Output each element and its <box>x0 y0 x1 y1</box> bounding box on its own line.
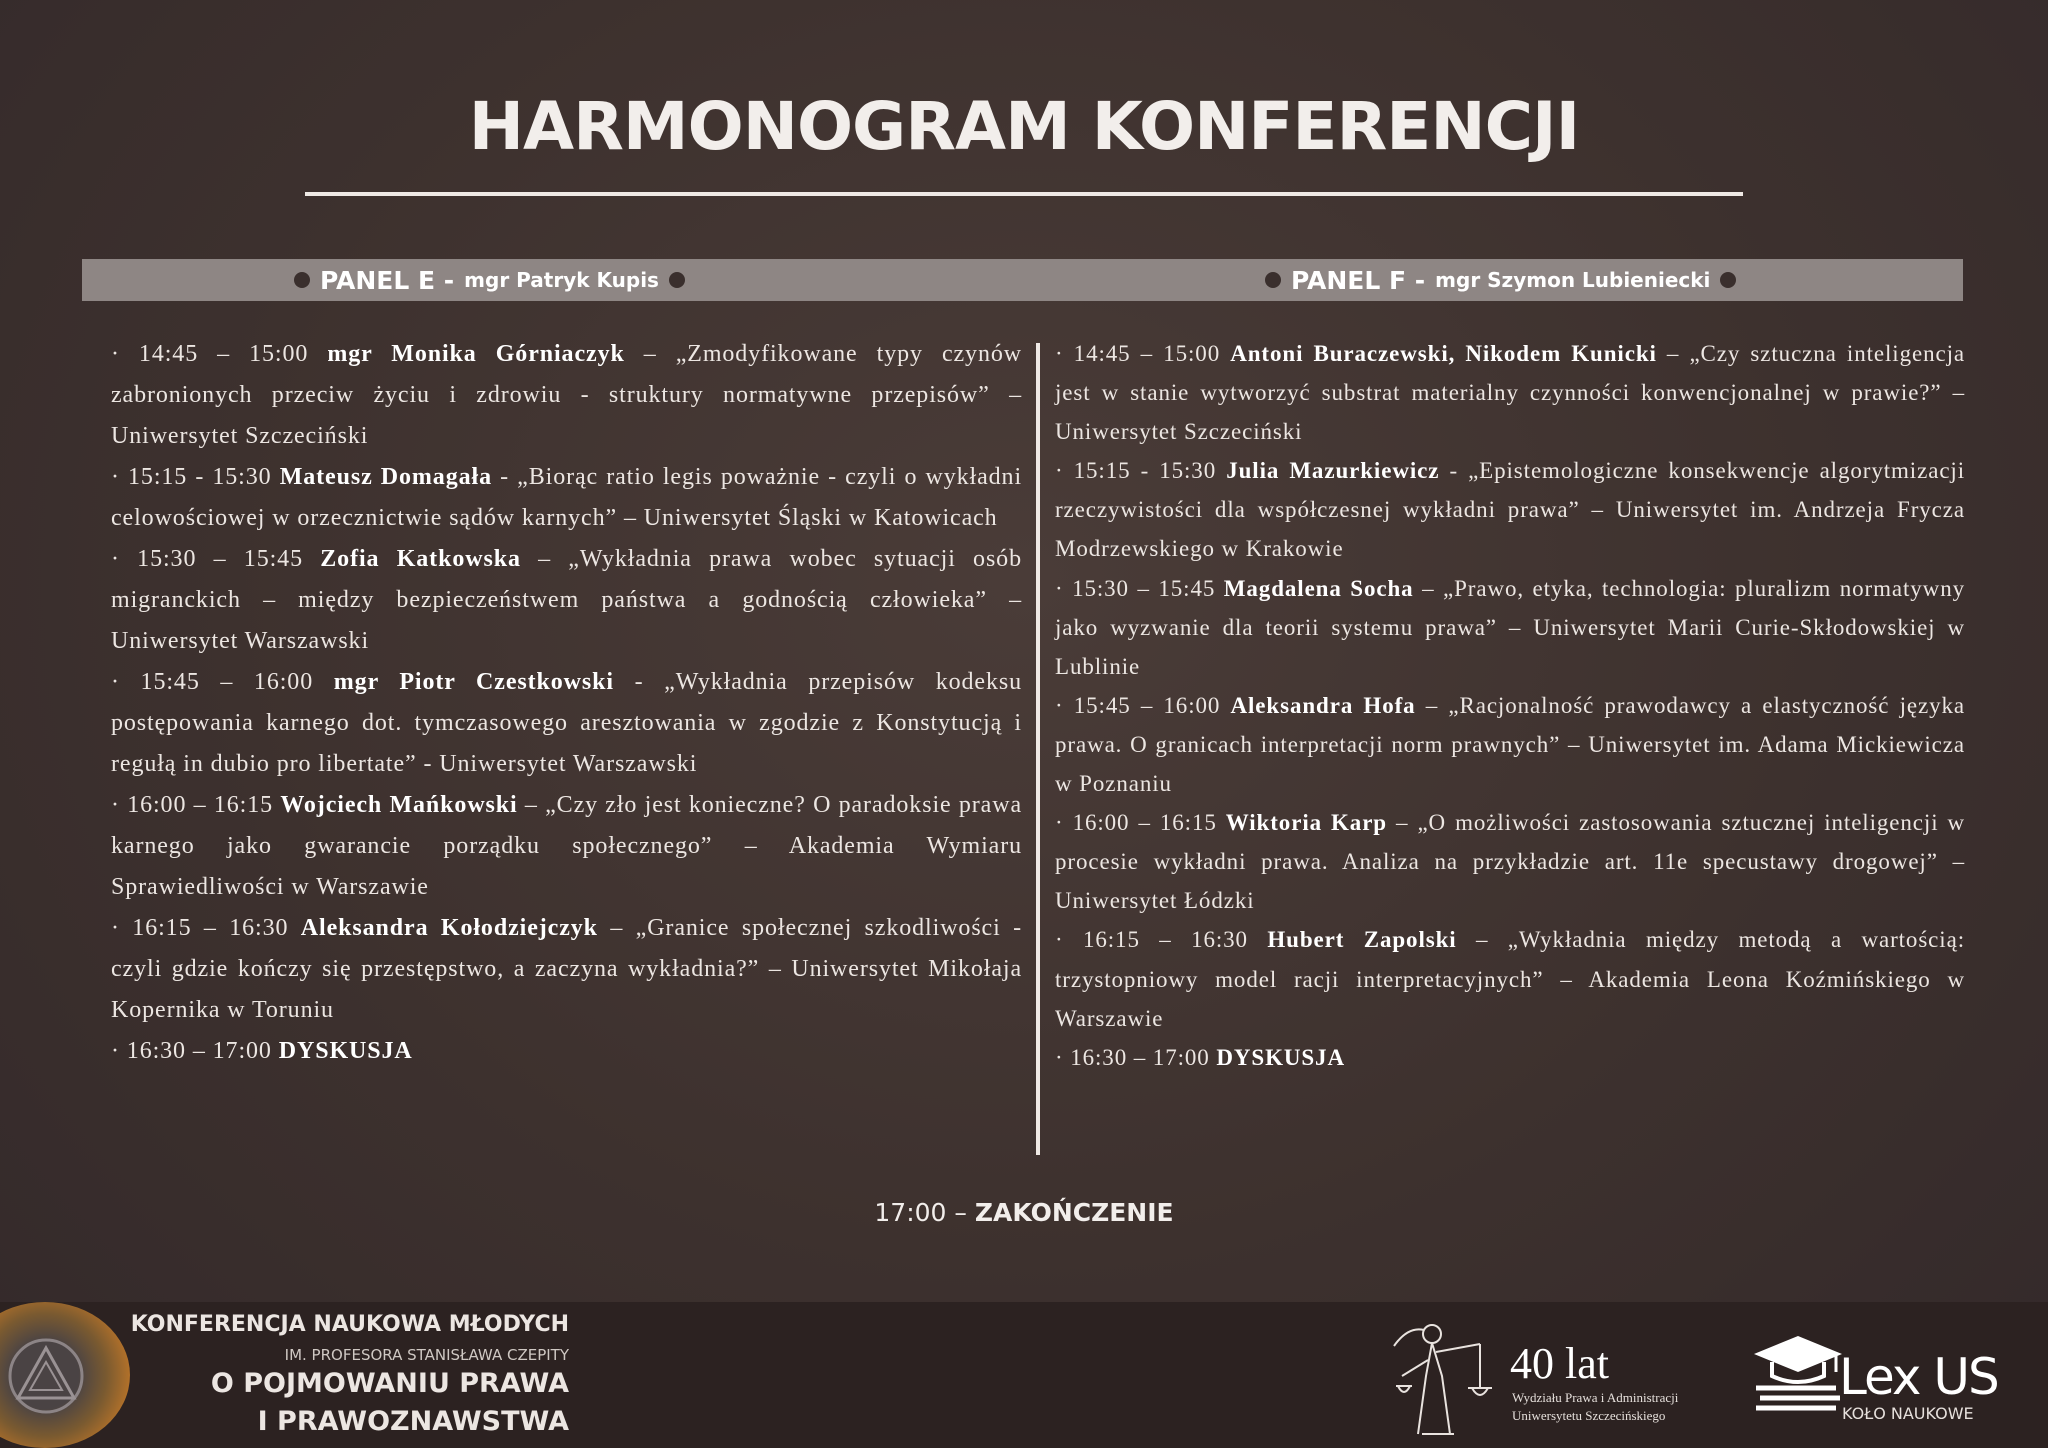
panel-e-header <box>294 259 685 301</box>
panel-e-schedule <box>111 334 1022 1072</box>
page-title: HARMONOGRAM KONFERENCJI <box>468 88 1580 165</box>
closing-time-value: 17:00 – <box>874 1198 967 1227</box>
triangle-emblem-icon <box>8 1338 84 1414</box>
closing-time <box>0 1198 2048 1227</box>
schedule-entry: · 15:15 - 15:30 Mateusz Domagała - „Biorąc ratio legis poważnie - czyli o wykładni celowościowej w orzecznictwie sądów karnych” – Uniwersytet Śląski w Katowicach <box>111 464 1023 531</box>
panel-f-moderator: mgr Szymon Lubieniecki <box>1435 268 1711 292</box>
schedule-entry: · 14:45 – 15:00 Antoni Buraczewski, Nikodem Kunicki – „Czy sztuczna inteligencja jest w stanie wytworzyć substrat materialny czynności konwencjonalnej w prawie?” – Uniwersytet Szczeciński <box>1055 341 1965 445</box>
panel-e-name: PANEL E - <box>320 265 455 295</box>
schedule-entry: · 15:45 – 16:00 Aleksandra Hofa – „Racjonalność prawodawcy a elastyczność języka prawa. O granicach interpretacji norm prawnych” – Uniwersytet im. Adama Mickiewicza w Poznaniu <box>1055 692 1965 797</box>
graduation-cap-books-icon <box>1750 1332 1846 1422</box>
schedule-entry: · 16:00 – 16:15 Wiktoria Karp – „O możliwości zastosowania sztucznej inteligencji w procesie wykładni prawa. Analiza na przykładzie art. 11e specustawy drogowej” – Uniwersytet Łódzki <box>1055 810 1965 914</box>
title-underline <box>305 192 1743 196</box>
schedule-entry: · 15:45 – 16:00 mgr Piotr Czestkowski - „Wykładnia przepisów kodeksu postępowania karnego dot. tymczasowego aresztowania w zgodzie z Konstytucją i regułą in dubio pro libertate” - Uniwersytet Warszawski <box>111 669 1023 777</box>
panel-f-name: PANEL F - <box>1291 265 1426 295</box>
schedule-entry-discussion: · 16:30 – 17:00 DYSKUSJA <box>1055 1044 1345 1070</box>
bullet-dot-icon <box>669 272 685 288</box>
column-divider <box>1036 343 1040 1155</box>
lex-us-logo-text: Lex US <box>1839 1348 1998 1406</box>
bullet-dot-icon <box>1720 272 1736 288</box>
lex-us-subtitle: KOŁO NAUKOWE <box>1842 1404 1974 1423</box>
lady-justice-icon <box>1388 1316 1498 1440</box>
panel-f-schedule <box>1055 334 1965 1077</box>
panel-f-header <box>1265 259 1736 301</box>
footer <box>0 1302 2048 1448</box>
panel-header-bar <box>82 259 1963 301</box>
schedule-entry: · 16:00 – 16:15 Wojciech Mańkowski – „Czy zło jest konieczne? O paradoksie prawa karnego jako gwarancie porządku społecznego” – Akademia Wymiaru Sprawiedliwości w Warszawie <box>111 792 1022 900</box>
footer-conference-topic-2: I PRAWOZNAWSTWA <box>257 1406 569 1437</box>
schedule-entry-discussion: · 16:30 – 17:00 DYSKUSJA <box>111 1038 413 1064</box>
bullet-dot-icon <box>1265 272 1281 288</box>
footer-conference-topic-1: O POJMOWANIU PRAWA <box>210 1368 569 1399</box>
anniversary-label: 40 lat <box>1510 1339 1609 1388</box>
schedule-entry: · 15:15 - 15:30 Julia Mazurkiewicz - „Epistemologiczne konsekwencje algorytmizacji rzeczywistości dla współczesnej wykładni prawa” – Uniwersytet im. Andrzeja Frycza Modrzewskiego w Krakowie <box>1055 458 1966 562</box>
schedule-entry: · 14:45 – 15:00 mgr Monika Górniaczyk – „Zmodyfikowane typy czynów zabronionych przeciw życiu i zdrowiu - struktury normatywne przepisów” – Uniwersytet Szczeciński <box>111 341 1022 449</box>
anniversary-subtitle-1: Wydziału Prawa i Administracji <box>1512 1390 1679 1405</box>
footer-conference-name: KONFERENCJA NAUKOWA MŁODYCH <box>130 1312 569 1337</box>
anniversary-subtitle-2: Uniwersytetu Szczecińskiego <box>1512 1408 1666 1423</box>
schedule-entry: · 15:30 – 15:45 Zofia Katkowska – „Wykładnia prawa wobec sytuacji osób migranckich – między bezpieczeństwem państwa a godnością człowieka” – Uniwersytet Warszawski <box>111 546 1022 654</box>
schedule-entry: · 15:30 – 15:45 Magdalena Socha – „Prawo, etyka, technologia: pluralizm normatywny jako wyzwanie dla teorii systemu prawa” – Uniwersytet Marii Curie-Skłodowskiej w Lublinie <box>1055 575 1965 679</box>
schedule-entry: · 16:15 – 16:30 Hubert Zapolski – „Wykładnia między metodą a wartością: trzystopniowy model racji interpretacyjnych” – Akademia Leona Koźmińskiego w Warszawie <box>1055 927 1965 1031</box>
schedule-entry: · 16:15 – 16:30 Aleksandra Kołodziejczyk – „Granice społecznej szkodliwości - czyli gdzie kończy się przestępstwo, a zaczyna wykładnia?” – Uniwersytet Mikołaja Kopernika w Toruniu <box>111 915 1022 1023</box>
footer-conference-patron: IM. PROFESORA STANISŁAWA CZEPITY <box>284 1346 569 1364</box>
panel-e-moderator: mgr Patryk Kupis <box>464 268 659 292</box>
conference-logo <box>0 1302 130 1448</box>
closing-label: ZAKOŃCZENIE <box>974 1198 1174 1227</box>
bullet-dot-icon <box>294 272 310 288</box>
